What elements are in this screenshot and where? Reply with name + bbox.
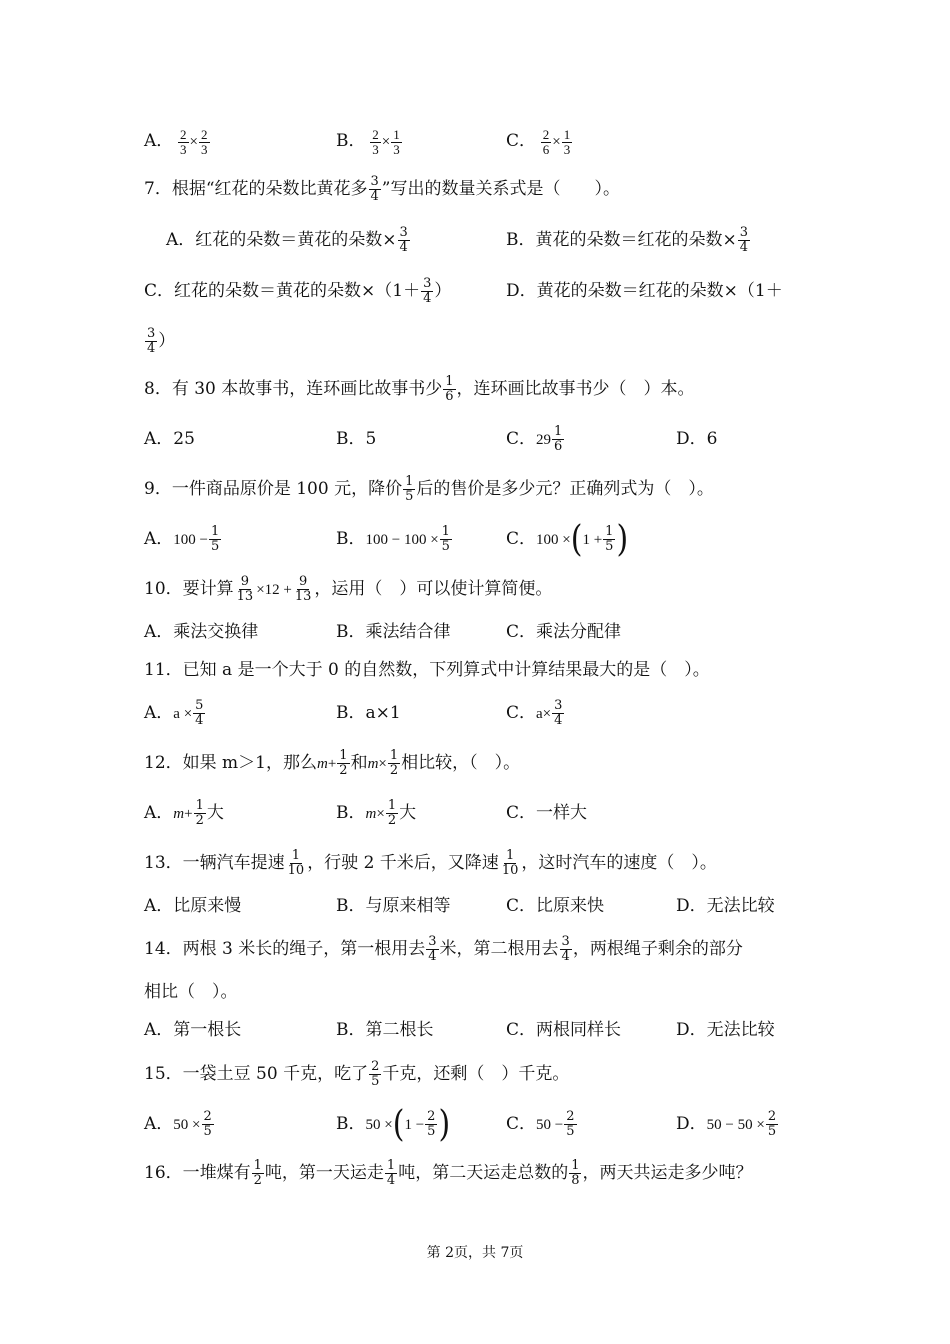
q13-option-b: B．与原来相等 [336, 896, 451, 916]
q11-option-b: B．a×1 [336, 703, 401, 723]
q16-stem: 16．一堆煤有 $\frac{1}{2}$ 吨，第一天运走 $\frac{1}{4}$ 吨，第二天运走总数的 $\frac{1}{8}$ ，两天共运走多少吨？ [144, 1158, 753, 1188]
q11-option-c: C．a× $\frac{3}{4}$ [506, 698, 563, 728]
q12-option-b: B．m× $\frac{1}{2}$ 大 [336, 798, 417, 828]
q14-option-a: A．第一根长 [144, 1020, 242, 1040]
q15-option-d: D．50 − 50 × $\frac{2}{5}$ [676, 1109, 777, 1139]
q8-option-a: A．25 [144, 429, 195, 449]
q7-option-d: D．黄花的朵数＝红花的朵数×（1＋ [506, 281, 783, 301]
q7-option-d-cont: $\frac{3}{4}$ ） [147, 326, 176, 356]
q6-option-b: B． $\frac{2}{3}$ × $\frac{1}{3}$ [336, 127, 400, 158]
q13-option-a: A．比原来慢 [144, 896, 242, 916]
q13-stem: 13．一辆汽车提速 $\frac{1}{10}$ ，行驶 2 千米后，又降速 $\frac{1}{10}$ ，这时汽车的速度（ ）。 [144, 848, 717, 878]
q15-stem: 15．一袋土豆 50 千克，吃了 $\frac{2}{5}$ 千克，还剩（ ）千克。 [144, 1059, 570, 1089]
q13-option-d: D．无法比较 [676, 896, 775, 916]
q14-stem: 14．两根 3 米长的绳子，第一根用去 $\frac{3}{4}$ 米，第二根用去 $\frac{3}{4}$ ，两根绳子剩余的部分 [144, 934, 743, 964]
q8-stem: 8．有 30 本故事书，连环画比故事书少 $\frac{1}{6}$ ，连环画比故事书少（ ）本。 [144, 374, 695, 404]
q12-option-a: A．m+ $\frac{1}{2}$ 大 [144, 798, 224, 828]
q15-option-a: A．50 × $\frac{2}{5}$ [144, 1109, 212, 1139]
q7-option-c: C．红花的朵数＝黄花的朵数×（1＋ $\frac{3}{4}$ ） [144, 276, 452, 306]
q7-stem: 7．根据“红花的朵数比黄花多 $\frac{3}{4}$ ”写出的数量关系式是（ ）。 [144, 174, 620, 204]
q12-stem: 12．如果 m＞1，那么m+ $\frac{1}{2}$ 和m× $\frac{1}{2}$ 相比较，（ ）。 [144, 748, 521, 778]
q14-option-b: B．第二根长 [336, 1020, 434, 1040]
q10-option-c: C．乘法分配律 [506, 622, 622, 642]
page-footer: 第 2页，共 7页 [426, 1245, 524, 1261]
q15-option-c: C．50 − $\frac{2}{5}$ [506, 1109, 575, 1139]
q10-stem: 10．要计算 $\frac{9}{13}$ ×12 + $\frac{9}{13}$ ，运用（ ）可以使计算简便。 [144, 574, 553, 604]
q7-option-b: B．黄花的朵数＝红花的朵数× $\frac{3}{4}$ [506, 225, 749, 255]
q13-option-c: C．比原来快 [506, 896, 605, 916]
q9-option-c: C．100 ×(1 + $\frac{1}{5}$ ) [506, 517, 629, 560]
q14-stem-line2: 相比（ ）。 [144, 982, 238, 1002]
q9-option-a: A．100 − $\frac{1}{5}$ [144, 524, 220, 554]
q14-option-c: C．两根同样长 [506, 1020, 622, 1040]
q10-option-a: A．乘法交换律 [144, 622, 259, 642]
q11-stem: 11．已知 a 是一个大于 0 的自然数，下列算式中计算结果最大的是（ ）。 [144, 660, 710, 680]
q15-option-b: B．50 ×(1 − $\frac{2}{5}$ ) [336, 1102, 451, 1145]
q6-option-c: C． $\frac{2}{6}$ × $\frac{1}{3}$ [506, 127, 571, 158]
q7-option-a: A．红花的朵数＝黄花的朵数× $\frac{3}{4}$ [166, 225, 408, 255]
q8-option-c: C．29 $\frac{1}{6}$ [506, 424, 563, 454]
q10-option-b: B．乘法结合律 [336, 622, 451, 642]
q8-option-b: B．5 [336, 429, 377, 449]
q9-option-b: B．100 − 100 × $\frac{1}{5}$ [336, 524, 450, 554]
q8-option-d: D．6 [676, 429, 718, 449]
q9-stem: 9．一件商品原价是 100 元，降价 $\frac{1}{5}$ 后的售价是多少元？正确列式为（ ）。 [144, 474, 714, 504]
q6-option-a: A． $\frac{2}{3}$ × $\frac{2}{3}$ [144, 127, 208, 158]
q12-option-c: C．一样大 [506, 803, 588, 823]
q11-option-a: A．a × $\frac{5}{4}$ [144, 698, 204, 728]
q14-option-d: D．无法比较 [676, 1020, 775, 1040]
